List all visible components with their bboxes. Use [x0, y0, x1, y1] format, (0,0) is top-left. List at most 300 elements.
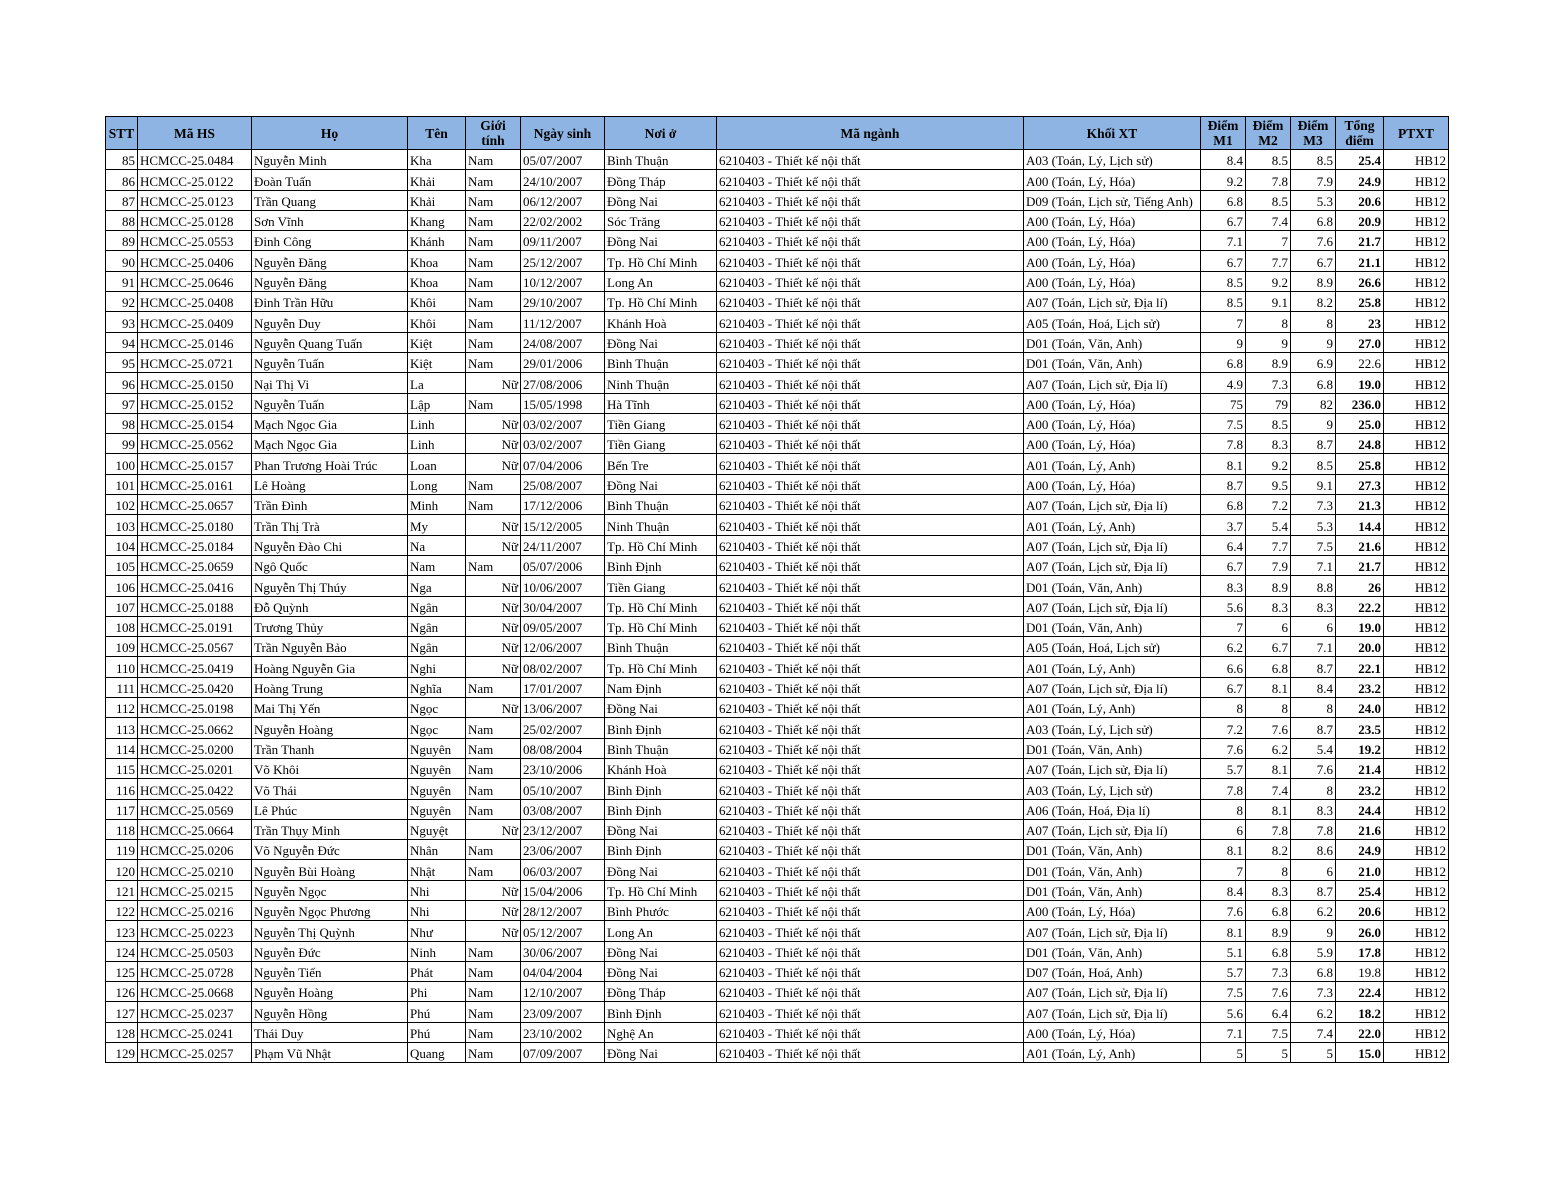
- cell-stt: 126: [106, 982, 138, 1002]
- cell-diem-m3: 8.5: [1291, 454, 1336, 474]
- cell-noi-o: Nghệ An: [605, 1022, 717, 1042]
- cell-gioi-tinh: Nữ: [466, 657, 521, 677]
- cell-ho: Nguyễn Quang Tuấn: [252, 332, 408, 352]
- cell-khoi-xt: A07 (Toán, Lịch sử, Địa lí): [1024, 596, 1201, 616]
- cell-khoi-xt: A07 (Toán, Lịch sử, Địa lí): [1024, 373, 1201, 393]
- cell-ho: Mạch Ngọc Gia: [252, 413, 408, 433]
- cell-diem-m3: 8.7: [1291, 657, 1336, 677]
- cell-ptxt: HB12: [1384, 657, 1449, 677]
- cell-diem-m1: 5: [1201, 1043, 1246, 1063]
- cell-stt: 127: [106, 1002, 138, 1022]
- cell-ma-hs: HCMCC-25.0503: [138, 941, 252, 961]
- cell-diem-m1: 7.5: [1201, 982, 1246, 1002]
- cell-gioi-tinh: Nam: [466, 210, 521, 230]
- cell-khoi-xt: A00 (Toán, Lý, Hóa): [1024, 434, 1201, 454]
- cell-ten: Kiệt: [408, 352, 466, 372]
- cell-ma-nganh: 6210403 - Thiết kế nội thất: [717, 819, 1024, 839]
- cell-ten: Loan: [408, 454, 466, 474]
- cell-stt: 98: [106, 413, 138, 433]
- cell-ptxt: HB12: [1384, 434, 1449, 454]
- cell-diem-m3: 8.6: [1291, 840, 1336, 860]
- cell-stt: 122: [106, 900, 138, 920]
- table-row: [106, 698, 1449, 718]
- cell-tong-diem: 23.2: [1336, 779, 1384, 799]
- cell-diem-m3: 8: [1291, 312, 1336, 332]
- cell-diem-m3: 9: [1291, 921, 1336, 941]
- cell-ten: Ninh: [408, 941, 466, 961]
- cell-diem-m2: 8.5: [1246, 150, 1291, 170]
- cell-diem-m3: 6.2: [1291, 900, 1336, 920]
- cell-gioi-tinh: Nam: [466, 352, 521, 372]
- cell-noi-o: Đồng Nai: [605, 698, 717, 718]
- cell-ma-nganh: 6210403 - Thiết kế nội thất: [717, 393, 1024, 413]
- cell-tong-diem: 25.8: [1336, 454, 1384, 474]
- table-row: [106, 840, 1449, 860]
- cell-ptxt: HB12: [1384, 616, 1449, 636]
- table-row: [106, 474, 1449, 494]
- cell-ho: Nguyễn Ngọc Phương: [252, 900, 408, 920]
- cell-ngay-sinh: 04/04/2004: [521, 961, 605, 981]
- cell-ngay-sinh: 05/12/2007: [521, 921, 605, 941]
- cell-diem-m3: 6: [1291, 860, 1336, 880]
- cell-ma-hs: HCMCC-25.0657: [138, 495, 252, 515]
- cell-ptxt: HB12: [1384, 292, 1449, 312]
- cell-tong-diem: 25.4: [1336, 150, 1384, 170]
- cell-ma-nganh: 6210403 - Thiết kế nội thất: [717, 921, 1024, 941]
- cell-ngay-sinh: 29/10/2007: [521, 292, 605, 312]
- cell-diem-m3: 7.8: [1291, 819, 1336, 839]
- cell-noi-o: Bến Tre: [605, 454, 717, 474]
- cell-ten: Nhi: [408, 880, 466, 900]
- cell-gioi-tinh: Nữ: [466, 454, 521, 474]
- cell-ma-hs: HCMCC-25.0157: [138, 454, 252, 474]
- cell-noi-o: Bình Định: [605, 718, 717, 738]
- table-row: [106, 312, 1449, 332]
- cell-ma-hs: HCMCC-25.0152: [138, 393, 252, 413]
- cell-ma-hs: HCMCC-25.0662: [138, 718, 252, 738]
- cell-diem-m1: 5.1: [1201, 941, 1246, 961]
- cell-ma-nganh: 6210403 - Thiết kế nội thất: [717, 799, 1024, 819]
- cell-tong-diem: 19.0: [1336, 616, 1384, 636]
- table-row: [106, 799, 1449, 819]
- table-row: [106, 555, 1449, 575]
- cell-stt: 96: [106, 373, 138, 393]
- cell-tong-diem: 24.9: [1336, 170, 1384, 190]
- cell-diem-m1: 7.8: [1201, 434, 1246, 454]
- cell-ma-nganh: 6210403 - Thiết kế nội thất: [717, 170, 1024, 190]
- cell-ho: Trần Nguyễn Bảo: [252, 637, 408, 657]
- cell-ten: Khôi: [408, 292, 466, 312]
- cell-ten: My: [408, 515, 466, 535]
- cell-ho: Đỗ Quỳnh: [252, 596, 408, 616]
- cell-ma-hs: HCMCC-25.0223: [138, 921, 252, 941]
- cell-diem-m1: 5.6: [1201, 596, 1246, 616]
- cell-ma-hs: HCMCC-25.0419: [138, 657, 252, 677]
- table-row: [106, 210, 1449, 230]
- cell-ma-hs: HCMCC-25.0201: [138, 758, 252, 778]
- cell-ma-hs: HCMCC-25.0146: [138, 332, 252, 352]
- cell-noi-o: Bình Thuận: [605, 352, 717, 372]
- cell-ngay-sinh: 23/06/2007: [521, 840, 605, 860]
- cell-diem-m2: 9: [1246, 332, 1291, 352]
- cell-noi-o: Đồng Nai: [605, 474, 717, 494]
- table-row: [106, 434, 1449, 454]
- cell-khoi-xt: D01 (Toán, Văn, Anh): [1024, 860, 1201, 880]
- cell-ma-nganh: 6210403 - Thiết kế nội thất: [717, 900, 1024, 920]
- cell-diem-m1: 6.8: [1201, 352, 1246, 372]
- cell-gioi-tinh: Nữ: [466, 698, 521, 718]
- cell-tong-diem: 22.4: [1336, 982, 1384, 1002]
- table-row: [106, 616, 1449, 636]
- table-row: [106, 738, 1449, 758]
- cell-ho: Nguyễn Ngọc: [252, 880, 408, 900]
- cell-gioi-tinh: Nữ: [466, 819, 521, 839]
- cell-diem-m2: 8: [1246, 312, 1291, 332]
- cell-khoi-xt: A07 (Toán, Lịch sử, Địa lí): [1024, 819, 1201, 839]
- cell-noi-o: Đồng Nai: [605, 860, 717, 880]
- cell-ten: Khang: [408, 210, 466, 230]
- cell-diem-m2: 8.3: [1246, 434, 1291, 454]
- header-ma-hs: Mã HS: [138, 117, 252, 150]
- cell-khoi-xt: A05 (Toán, Hoá, Lịch sử): [1024, 637, 1201, 657]
- cell-ptxt: HB12: [1384, 1043, 1449, 1063]
- cell-ma-hs: HCMCC-25.0206: [138, 840, 252, 860]
- cell-stt: 121: [106, 880, 138, 900]
- cell-ngay-sinh: 29/01/2006: [521, 352, 605, 372]
- cell-ngay-sinh: 23/10/2002: [521, 1022, 605, 1042]
- cell-diem-m3: 8: [1291, 779, 1336, 799]
- cell-stt: 86: [106, 170, 138, 190]
- table-row: [106, 576, 1449, 596]
- cell-stt: 88: [106, 210, 138, 230]
- cell-diem-m2: 7.3: [1246, 961, 1291, 981]
- cell-khoi-xt: A07 (Toán, Lịch sử, Địa lí): [1024, 535, 1201, 555]
- cell-diem-m1: 7.6: [1201, 900, 1246, 920]
- cell-ptxt: HB12: [1384, 799, 1449, 819]
- cell-noi-o: Nam Định: [605, 677, 717, 697]
- cell-ngay-sinh: 03/08/2007: [521, 799, 605, 819]
- cell-ten: Nguyên: [408, 779, 466, 799]
- cell-khoi-xt: A01 (Toán, Lý, Anh): [1024, 657, 1201, 677]
- cell-diem-m2: 8.5: [1246, 413, 1291, 433]
- cell-ptxt: HB12: [1384, 1022, 1449, 1042]
- cell-diem-m1: 6.7: [1201, 251, 1246, 271]
- header-tong-diem: Tổng điểm: [1336, 117, 1384, 150]
- cell-ngay-sinh: 15/12/2005: [521, 515, 605, 535]
- cell-khoi-xt: A07 (Toán, Lịch sử, Địa lí): [1024, 982, 1201, 1002]
- cell-tong-diem: 22.1: [1336, 657, 1384, 677]
- table-row: [106, 961, 1449, 981]
- cell-ma-nganh: 6210403 - Thiết kế nội thất: [717, 758, 1024, 778]
- cell-diem-m2: 8: [1246, 698, 1291, 718]
- cell-ma-nganh: 6210403 - Thiết kế nội thất: [717, 677, 1024, 697]
- table-row: [106, 271, 1449, 291]
- cell-khoi-xt: A07 (Toán, Lịch sử, Địa lí): [1024, 292, 1201, 312]
- cell-tong-diem: 18.2: [1336, 1002, 1384, 1022]
- cell-stt: 106: [106, 576, 138, 596]
- cell-noi-o: Đồng Nai: [605, 961, 717, 981]
- cell-diem-m1: 8: [1201, 799, 1246, 819]
- cell-ngay-sinh: 10/06/2007: [521, 576, 605, 596]
- cell-ptxt: HB12: [1384, 880, 1449, 900]
- cell-stt: 108: [106, 616, 138, 636]
- cell-diem-m1: 8.3: [1201, 576, 1246, 596]
- cell-diem-m2: 8.2: [1246, 840, 1291, 860]
- cell-ptxt: HB12: [1384, 677, 1449, 697]
- cell-ho: Hoàng Trung: [252, 677, 408, 697]
- cell-stt: 116: [106, 779, 138, 799]
- cell-tong-diem: 21.4: [1336, 758, 1384, 778]
- cell-ngay-sinh: 05/07/2006: [521, 555, 605, 575]
- cell-stt: 95: [106, 352, 138, 372]
- cell-gioi-tinh: Nam: [466, 292, 521, 312]
- cell-diem-m3: 8.3: [1291, 596, 1336, 616]
- cell-diem-m2: 79: [1246, 393, 1291, 413]
- cell-ma-nganh: 6210403 - Thiết kế nội thất: [717, 880, 1024, 900]
- cell-diem-m2: 8.3: [1246, 880, 1291, 900]
- cell-diem-m3: 6.9: [1291, 352, 1336, 372]
- cell-diem-m2: 8.9: [1246, 576, 1291, 596]
- cell-ptxt: HB12: [1384, 352, 1449, 372]
- cell-khoi-xt: A00 (Toán, Lý, Hóa): [1024, 900, 1201, 920]
- cell-tong-diem: 20.6: [1336, 190, 1384, 210]
- cell-diem-m2: 9.2: [1246, 454, 1291, 474]
- cell-ho: Nại Thị Vi: [252, 373, 408, 393]
- cell-ho: Sơn Vĩnh: [252, 210, 408, 230]
- cell-gioi-tinh: Nữ: [466, 576, 521, 596]
- cell-tong-diem: 23.5: [1336, 718, 1384, 738]
- table-row: [106, 900, 1449, 920]
- cell-tong-diem: 23: [1336, 312, 1384, 332]
- cell-gioi-tinh: Nam: [466, 495, 521, 515]
- cell-ten: Nam: [408, 555, 466, 575]
- table-row: [106, 495, 1449, 515]
- header-ma-nganh: Mã ngành: [717, 117, 1024, 150]
- cell-ma-nganh: 6210403 - Thiết kế nội thất: [717, 840, 1024, 860]
- cell-ptxt: HB12: [1384, 840, 1449, 860]
- cell-stt: 118: [106, 819, 138, 839]
- cell-diem-m3: 7.1: [1291, 555, 1336, 575]
- cell-stt: 91: [106, 271, 138, 291]
- cell-ma-hs: HCMCC-25.0237: [138, 1002, 252, 1022]
- header-diem-m3: Điểm M3: [1291, 117, 1336, 150]
- cell-ma-hs: HCMCC-25.0484: [138, 150, 252, 170]
- cell-diem-m1: 3.7: [1201, 515, 1246, 535]
- cell-diem-m2: 7.6: [1246, 982, 1291, 1002]
- cell-khoi-xt: A07 (Toán, Lịch sử, Địa lí): [1024, 758, 1201, 778]
- cell-ten: Nguyên: [408, 758, 466, 778]
- cell-ptxt: HB12: [1384, 637, 1449, 657]
- cell-tong-diem: 15.0: [1336, 1043, 1384, 1063]
- cell-ngay-sinh: 15/05/1998: [521, 393, 605, 413]
- table-row: [106, 352, 1449, 372]
- cell-tong-diem: 19.0: [1336, 373, 1384, 393]
- cell-diem-m3: 7.6: [1291, 758, 1336, 778]
- cell-ho: Nguyễn Minh: [252, 150, 408, 170]
- cell-ho: Mạch Ngọc Gia: [252, 434, 408, 454]
- table-row: [106, 637, 1449, 657]
- cell-ngay-sinh: 30/06/2007: [521, 941, 605, 961]
- cell-khoi-xt: A07 (Toán, Lịch sử, Địa lí): [1024, 1002, 1201, 1022]
- cell-ma-hs: HCMCC-25.0422: [138, 779, 252, 799]
- cell-tong-diem: 25.0: [1336, 413, 1384, 433]
- cell-diem-m2: 8.5: [1246, 190, 1291, 210]
- cell-ptxt: HB12: [1384, 251, 1449, 271]
- cell-diem-m2: 8.9: [1246, 352, 1291, 372]
- cell-khoi-xt: A00 (Toán, Lý, Hóa): [1024, 474, 1201, 494]
- cell-khoi-xt: A01 (Toán, Lý, Anh): [1024, 454, 1201, 474]
- cell-stt: 119: [106, 840, 138, 860]
- cell-diem-m1: 7.1: [1201, 1022, 1246, 1042]
- cell-ma-hs: HCMCC-25.0198: [138, 698, 252, 718]
- cell-ho: Nguyễn Hồng: [252, 1002, 408, 1022]
- cell-ptxt: HB12: [1384, 982, 1449, 1002]
- cell-stt: 114: [106, 738, 138, 758]
- cell-noi-o: Đồng Nai: [605, 1043, 717, 1063]
- cell-ptxt: HB12: [1384, 515, 1449, 535]
- cell-ma-hs: HCMCC-25.0215: [138, 880, 252, 900]
- cell-diem-m1: 6.8: [1201, 190, 1246, 210]
- cell-diem-m1: 9: [1201, 332, 1246, 352]
- cell-diem-m3: 7.3: [1291, 495, 1336, 515]
- cell-noi-o: Tp. Hồ Chí Minh: [605, 251, 717, 271]
- cell-ho: Trương Thủy: [252, 616, 408, 636]
- cell-tong-diem: 236.0: [1336, 393, 1384, 413]
- cell-stt: 111: [106, 677, 138, 697]
- cell-ma-hs: HCMCC-25.0180: [138, 515, 252, 535]
- cell-noi-o: Bình Phước: [605, 900, 717, 920]
- cell-diem-m3: 7.4: [1291, 1022, 1336, 1042]
- cell-diem-m3: 7.9: [1291, 170, 1336, 190]
- cell-khoi-xt: A07 (Toán, Lịch sử, Địa lí): [1024, 495, 1201, 515]
- cell-khoi-xt: D01 (Toán, Văn, Anh): [1024, 352, 1201, 372]
- cell-stt: 107: [106, 596, 138, 616]
- cell-khoi-xt: A03 (Toán, Lý, Lịch sử): [1024, 718, 1201, 738]
- cell-diem-m2: 5.4: [1246, 515, 1291, 535]
- cell-noi-o: Bình Định: [605, 1002, 717, 1022]
- table-row: [106, 860, 1449, 880]
- cell-ma-hs: HCMCC-25.0420: [138, 677, 252, 697]
- cell-khoi-xt: A00 (Toán, Lý, Hóa): [1024, 1022, 1201, 1042]
- cell-tong-diem: 22.6: [1336, 352, 1384, 372]
- cell-gioi-tinh: Nam: [466, 190, 521, 210]
- cell-ho: Nguyễn Đăng: [252, 251, 408, 271]
- cell-ten: Quang: [408, 1043, 466, 1063]
- cell-tong-diem: 17.8: [1336, 941, 1384, 961]
- cell-ma-nganh: 6210403 - Thiết kế nội thất: [717, 555, 1024, 575]
- cell-diem-m3: 8.8: [1291, 576, 1336, 596]
- cell-ten: Na: [408, 535, 466, 555]
- table-row: [106, 150, 1449, 170]
- header-stt: STT: [106, 117, 138, 150]
- cell-gioi-tinh: Nữ: [466, 515, 521, 535]
- cell-tong-diem: 20.0: [1336, 637, 1384, 657]
- cell-ten: Long: [408, 474, 466, 494]
- cell-noi-o: Bình Thuận: [605, 738, 717, 758]
- cell-ptxt: HB12: [1384, 921, 1449, 941]
- cell-diem-m2: 7.8: [1246, 819, 1291, 839]
- cell-ma-nganh: 6210403 - Thiết kế nội thất: [717, 576, 1024, 596]
- cell-diem-m1: 5.6: [1201, 1002, 1246, 1022]
- cell-diem-m3: 6.8: [1291, 961, 1336, 981]
- cell-ten: Nhật: [408, 860, 466, 880]
- cell-ngay-sinh: 09/05/2007: [521, 616, 605, 636]
- cell-noi-o: Ninh Thuận: [605, 515, 717, 535]
- table-row: [106, 718, 1449, 738]
- cell-stt: 90: [106, 251, 138, 271]
- cell-gioi-tinh: Nữ: [466, 900, 521, 920]
- cell-noi-o: Đồng Nai: [605, 231, 717, 251]
- cell-diem-m1: 7.8: [1201, 779, 1246, 799]
- cell-ngay-sinh: 15/04/2006: [521, 880, 605, 900]
- cell-tong-diem: 21.1: [1336, 251, 1384, 271]
- cell-noi-o: Đồng Nai: [605, 332, 717, 352]
- cell-ho: Trần Đình: [252, 495, 408, 515]
- cell-ma-nganh: 6210403 - Thiết kế nội thất: [717, 352, 1024, 372]
- cell-ngay-sinh: 17/12/2006: [521, 495, 605, 515]
- cell-ho: Lê Phúc: [252, 799, 408, 819]
- cell-ma-nganh: 6210403 - Thiết kế nội thất: [717, 535, 1024, 555]
- cell-ma-hs: HCMCC-25.0416: [138, 576, 252, 596]
- cell-diem-m3: 8.7: [1291, 880, 1336, 900]
- cell-ngay-sinh: 03/02/2007: [521, 434, 605, 454]
- header-gioi-tinh: Giới tính: [466, 117, 521, 150]
- cell-noi-o: Bình Định: [605, 779, 717, 799]
- cell-ten: Khải: [408, 170, 466, 190]
- cell-gioi-tinh: Nam: [466, 1043, 521, 1063]
- cell-tong-diem: 24.9: [1336, 840, 1384, 860]
- cell-gioi-tinh: Nữ: [466, 596, 521, 616]
- cell-ten: Ngọc: [408, 718, 466, 738]
- cell-noi-o: Sóc Trăng: [605, 210, 717, 230]
- cell-ho: Ngô Quốc: [252, 555, 408, 575]
- cell-ma-hs: HCMCC-25.0150: [138, 373, 252, 393]
- cell-ngay-sinh: 08/08/2004: [521, 738, 605, 758]
- cell-ma-nganh: 6210403 - Thiết kế nội thất: [717, 292, 1024, 312]
- cell-diem-m2: 7.3: [1246, 373, 1291, 393]
- cell-ngay-sinh: 25/08/2007: [521, 474, 605, 494]
- cell-ho: Nguyễn Đào Chi: [252, 535, 408, 555]
- table-body: [106, 150, 1449, 1063]
- cell-diem-m1: 8: [1201, 698, 1246, 718]
- cell-diem-m2: 8.1: [1246, 758, 1291, 778]
- cell-ngay-sinh: 25/02/2007: [521, 718, 605, 738]
- cell-ngay-sinh: 03/02/2007: [521, 413, 605, 433]
- cell-ptxt: HB12: [1384, 170, 1449, 190]
- cell-stt: 115: [106, 758, 138, 778]
- cell-stt: 120: [106, 860, 138, 880]
- cell-diem-m1: 7.5: [1201, 413, 1246, 433]
- cell-diem-m2: 8: [1246, 860, 1291, 880]
- cell-ngay-sinh: 08/02/2007: [521, 657, 605, 677]
- cell-ma-nganh: 6210403 - Thiết kế nội thất: [717, 718, 1024, 738]
- cell-noi-o: Đồng Nai: [605, 941, 717, 961]
- cell-khoi-xt: A00 (Toán, Lý, Hóa): [1024, 393, 1201, 413]
- cell-stt: 129: [106, 1043, 138, 1063]
- cell-ho: Trần Thụy Minh: [252, 819, 408, 839]
- cell-khoi-xt: A00 (Toán, Lý, Hóa): [1024, 251, 1201, 271]
- cell-noi-o: Đồng Tháp: [605, 982, 717, 1002]
- cell-ten: Nguyên: [408, 799, 466, 819]
- cell-khoi-xt: A00 (Toán, Lý, Hóa): [1024, 210, 1201, 230]
- cell-stt: 103: [106, 515, 138, 535]
- cell-diem-m1: 6.7: [1201, 555, 1246, 575]
- cell-gioi-tinh: Nữ: [466, 880, 521, 900]
- cell-ptxt: HB12: [1384, 698, 1449, 718]
- cell-ptxt: HB12: [1384, 474, 1449, 494]
- cell-ma-nganh: 6210403 - Thiết kế nội thất: [717, 1022, 1024, 1042]
- cell-ptxt: HB12: [1384, 332, 1449, 352]
